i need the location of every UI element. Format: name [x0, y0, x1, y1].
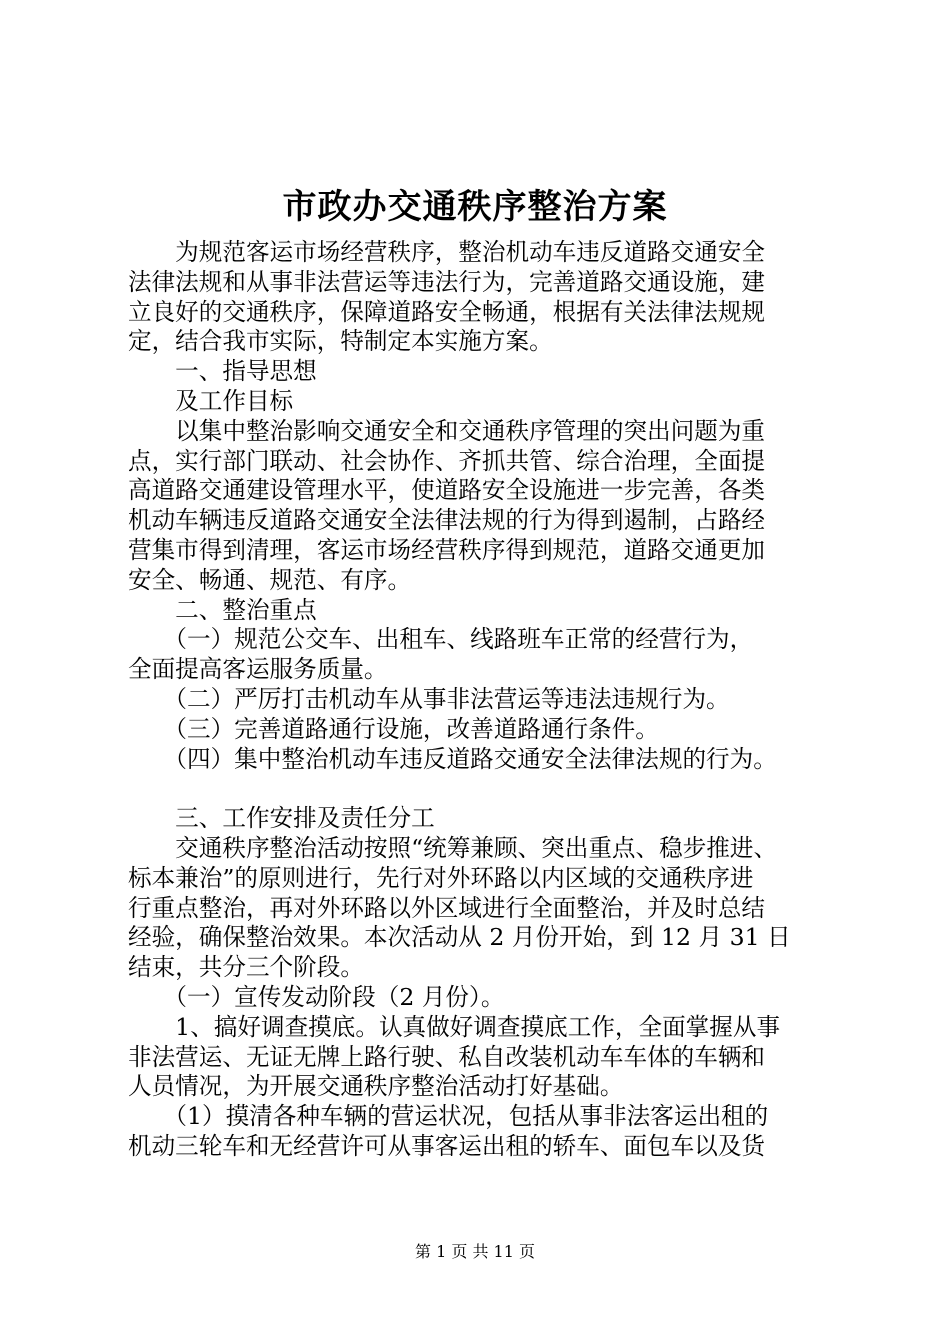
- section-heading: 三、工作安排及责任分工: [128, 804, 435, 833]
- body-line: 行重点整治，再对外环路以外区域进行全面整治，并及时总结: [128, 893, 766, 922]
- body-line: 法律法规和从事非法营运等违法行为，完善道路交通设施，建: [128, 267, 766, 296]
- body-line: 交通秩序整治活动按照“统筹兼顾、突出重点、稳步推进、: [128, 833, 778, 862]
- body-line: 立良好的交通秩序，保障道路安全畅通，根据有关法律法规规: [128, 297, 766, 326]
- blank-line: [128, 774, 848, 804]
- body-line: 1、搞好调查摸底。认真做好调查摸底工作，全面掌握从事: [128, 1012, 781, 1041]
- body-line: 为规范客运市场经营秩序，整治机动车违反道路交通安全: [128, 238, 766, 266]
- body-line: 机动三轮车和无经营许可从事客运出租的轿车、面包车以及货: [128, 1131, 766, 1160]
- body-line: （三）完善道路通行设施，改善道路通行条件。: [128, 714, 659, 743]
- document-title: 市政办交通秩序整治方案: [282, 187, 668, 227]
- body-line: 以集中整治影响交通安全和交通秩序管理的突出问题为重: [128, 416, 766, 445]
- body-line: 安全、畅通、规范、有序。: [128, 565, 412, 594]
- body-line: （一）规范公交车、出租车、线路班车正常的经营行为，: [128, 625, 754, 654]
- page-footer: 第 1 页 共 11 页: [415, 1242, 535, 1261]
- document-body: [128, 238, 848, 1162]
- body-line: 营集市得到清理，客运市场经营秩序得到规范，道路交通更加: [128, 535, 766, 564]
- body-line: （1）摸清各种车辆的营运状况，包括从事非法客运出租的: [128, 1102, 769, 1131]
- body-line: （二）严厉打击机动车从事非法营运等违法违规行为。: [128, 684, 730, 713]
- body-line: 经验，确保整治效果。本次活动从 2 月份开始，到 12 月 31 日: [128, 923, 791, 952]
- body-line: 定，结合我市实际，特制定本实施方案。: [128, 327, 553, 356]
- section-heading: 一、指导思想: [128, 357, 317, 386]
- body-line: 高道路交通建设管理水平，使道路安全设施进一步完善，各类: [128, 476, 766, 505]
- section-heading: 及工作目标: [128, 386, 294, 415]
- body-line: 点，实行部门联动、社会协作、齐抓共管、综合治理，全面提: [128, 446, 766, 475]
- body-line: 机动车辆违反道路交通安全法律法规的行为得到遏制，占路经: [128, 506, 766, 535]
- body-line: 全面提高客运服务质量。: [128, 655, 388, 684]
- section-heading: 二、整治重点: [128, 595, 317, 624]
- body-line: 非法营运、无证无牌上路行驶、私自改装机动车车体的车辆和: [128, 1042, 766, 1071]
- body-line: （四）集中整治机动车违反道路交通安全法律法规的行为。: [128, 744, 777, 773]
- body-line: 标本兼治”的原则进行，先行对外环路以内区域的交通秩序进: [128, 863, 754, 892]
- body-line: 结束，共分三个阶段。: [128, 953, 364, 982]
- body-line: （一）宣传发动阶段（2 月份）。: [128, 982, 505, 1011]
- body-line: 人员情况，为开展交通秩序整治活动打好基础。: [128, 1072, 624, 1101]
